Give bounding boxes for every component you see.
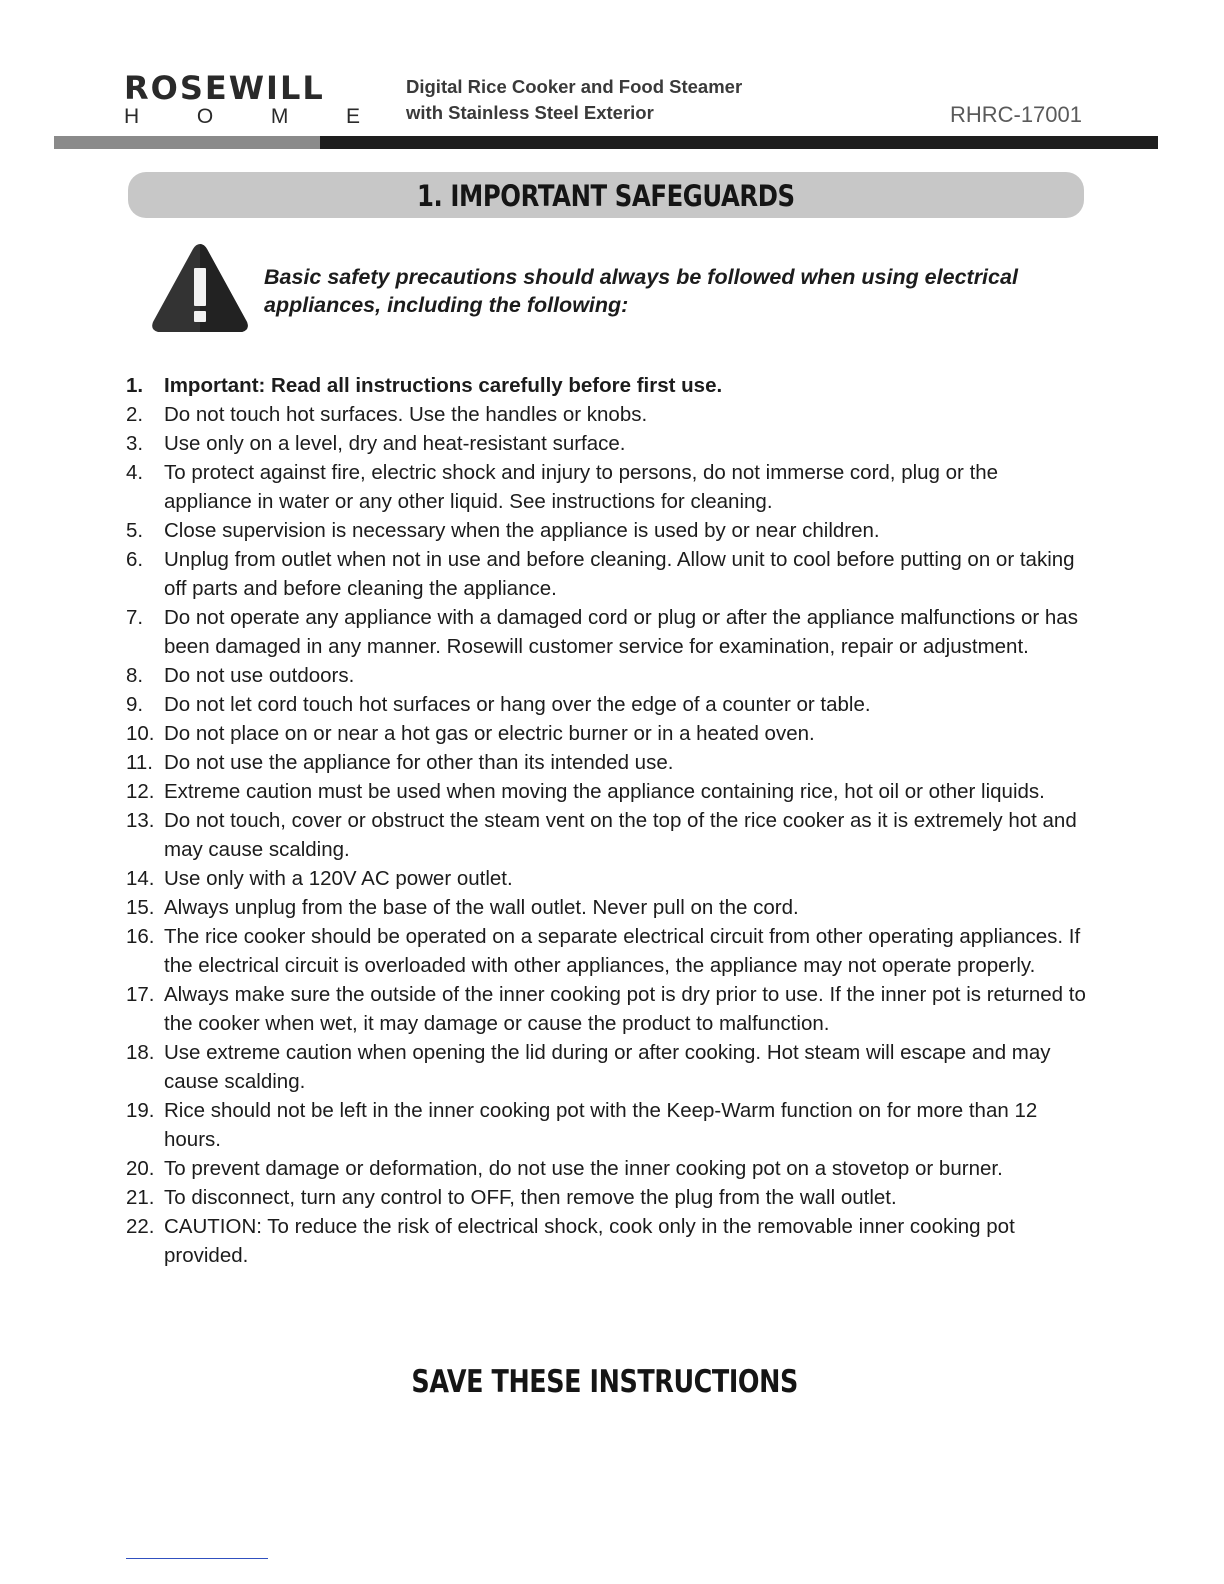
item-number: 11. [126,751,153,774]
item-number: 5. [126,519,144,542]
item-text: Always make sure the outside of the inner cooking pot is dry prior to use. If the inner pot is returned to the cooker when wet, it may damage or cause the product to malfunction. [164,983,1086,1035]
list-item [126,400,1086,429]
item-number: 7. [126,606,144,629]
item-number: 12. [126,780,155,803]
list-item [126,516,1086,545]
brand-letter: H [124,105,140,128]
brand-letter: O [196,105,214,128]
item-number: 16. [126,925,155,948]
item-text: The rice cooker should be operated on a separate electrical circuit from other operating appliances. If the electrical circuit is overloaded with other appliances, the appliance may not operate properly. [164,925,1081,977]
list-item [126,1183,1086,1212]
list-item [126,922,1086,980]
item-text: Do not let cord touch hot surfaces or hang over the edge of a counter or table. [164,693,871,716]
item-number: 6. [126,548,144,571]
item-text: Rice should not be left in the inner cooking pot with the Keep-Warm function on for more than 12 hours. [164,1099,1038,1151]
list-item [126,458,1086,516]
item-number: 3. [126,432,144,455]
item-text: Use extreme caution when opening the lid during or after cooking. Hot steam will escape and may cause scalding. [164,1041,1051,1093]
list-item [126,371,1086,400]
list-item [126,429,1086,458]
item-text: Unplug from outlet when not in use and before cleaning. Allow unit to cool before putting on or taking off parts and before cleaning the appliance. [164,548,1075,600]
item-number: 8. [126,664,144,687]
item-number: 9. [126,693,144,716]
item-number: 18. [126,1041,155,1064]
brand-subtitle [124,106,360,128]
item-number: 1. [126,374,144,397]
list-item [126,777,1086,806]
item-text: Close supervision is necessary when the appliance is used by or near children. [164,519,880,542]
item-number: 20. [126,1157,155,1180]
item-text: Do not use the appliance for other than its intended use. [164,751,674,774]
product-line-2: with Stainless Steel Exterior [406,102,654,123]
item-number: 21. [126,1186,155,1209]
item-number: 19. [126,1099,155,1122]
save-instructions [0,1364,1210,1400]
warning-triangle-icon [150,242,250,334]
brand-letter: E [345,105,360,128]
item-number: 15. [126,896,155,919]
section-title: 1. IMPORTANT SAFEGUARDS [417,179,795,213]
list-item [126,661,1086,690]
item-number: 10. [126,722,155,745]
item-text: Do not use outdoors. [164,664,355,687]
product-name [406,74,742,126]
list-item [126,719,1086,748]
safeguards-list [126,371,1086,1270]
list-item [126,806,1086,864]
item-text: CAUTION: To reduce the risk of electrical shock, cook only in the removable inner cooking pot provided. [164,1215,1015,1267]
model-number: RHRC-17001 [949,102,1082,127]
list-item [126,1212,1086,1270]
item-text: Do not place on or near a hot gas or electric burner or in a heated oven. [164,722,815,745]
list-item [126,603,1086,661]
item-text: Do not touch hot surfaces. Use the handles or knobs. [164,403,648,426]
item-text: Use only on a level, dry and heat-resistant surface. [164,432,626,455]
brand-name: ROSEWILL [124,69,325,107]
item-number: 4. [126,461,144,484]
item-text: To protect against fire, electric shock and injury to persons, do not immerse cord, plug or the appliance in water or any other liquid. See instructions for cleaning. [164,461,999,513]
item-text: Use only with a 120V AC power outlet. [164,867,513,890]
list-item [126,893,1086,922]
item-text: Extreme caution must be used when moving the appliance containing rice, hot oil or other liquids. [164,780,1045,803]
list-item [126,1096,1086,1154]
item-number: 17. [126,983,155,1006]
list-item [126,1038,1086,1096]
list-item [126,1154,1086,1183]
list-item [126,690,1086,719]
item-number: 22. [126,1215,155,1238]
list-item [126,980,1086,1038]
item-text: Do not operate any appliance with a damaged cord or plug or after the appliance malfunctions or has been damaged in any manner. Rosewill customer service for examination, repair or adjustment. [164,606,1078,658]
header-rule-dark [320,136,1158,149]
safety-intro: Basic safety precautions should always be followed when using electrical appliances, including the following: [264,265,1018,317]
list-item [126,545,1086,603]
product-line-1: Digital Rice Cooker and Food Steamer [406,76,743,97]
brand-logo [124,70,374,128]
header-rule-light [54,136,320,149]
footnote-divider [126,1558,268,1559]
item-text: To disconnect, turn any control to OFF, then remove the plug from the wall outlet. [164,1186,897,1209]
list-item [126,864,1086,893]
item-number: 13. [126,809,155,832]
item-text: Do not touch, cover or obstruct the steam vent on the top of the rice cooker as it is extremely hot and may cause scalding. [164,809,1077,861]
brand-letter: M [270,105,289,128]
item-text: Important: Read all instructions carefully before first use. [164,374,723,397]
item-text: Always unplug from the base of the wall outlet. Never pull on the cord. [164,896,799,919]
list-item [126,748,1086,777]
item-number: 14. [126,867,155,890]
item-number: 2. [126,403,144,426]
section-heading-bar [128,172,1084,218]
save-instructions-heading: SAVE THESE INSTRUCTIONS [411,1364,799,1400]
item-text: To prevent damage or deformation, do not use the inner cooking pot on a stovetop or burner. [164,1157,1003,1180]
